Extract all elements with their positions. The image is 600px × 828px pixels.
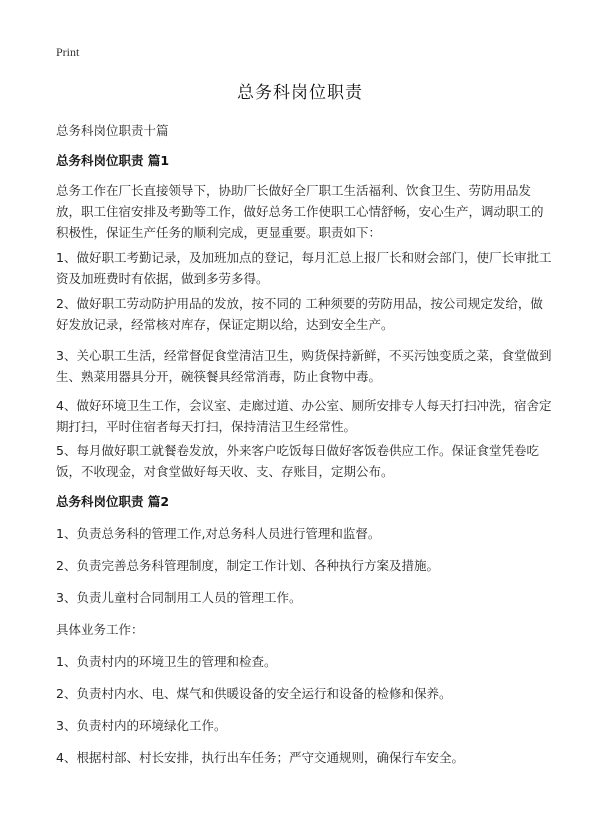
document-title: 总务科岗位职责: [237, 83, 363, 103]
print-label: Print: [56, 45, 80, 59]
section-2-line-1: 1、负责总务科的管理工作,对总务科人员进行管理和监督。: [56, 526, 381, 541]
section-2-task-4: 4、根据村部、村长安排，执行出车任务；严守交通规则，确保行车安全。: [56, 750, 464, 765]
section-2-task-3: 3、负责村内的环境绿化工作。: [56, 718, 227, 733]
section-1-paragraph-5: 5、每月做好职工就餐卷发放，外来客户吃饭每日做好客饭卷供应工作。保证食堂凭卷吃饭，不收现金，对食堂做好每天收、支、存账目，定期公布。: [56, 443, 539, 479]
section-heading-1: 总务科岗位职责 篇1: [56, 153, 170, 168]
section-2-task-2: 2、负责村内水、电、煤气和供暖设备的安全运行和设备的检修和保养。: [56, 686, 452, 701]
section-1-paragraph-intro: 总务工作在厂长直接领导下，协助厂长做好全厂职工生活福利、饮食卫生、劳防用品发放，职工住宿安排及考勤等工作，做好总务工作使职工心情舒畅，安心生产，调动职工的积极性，保证生产任务的顺利完成，更显重要。职责如下：: [56, 183, 544, 240]
section-2-task-1: 1、负责村内的环境卫生的管理和检查。: [56, 654, 277, 669]
section-1-paragraph-1: 1、做好职工考勤记录，及加班加点的登记，每月汇总上报厂长和财会部门，使厂长审批工资及加班费时有依据，做到多劳多得。: [56, 250, 552, 286]
document-subtitle: 总务科岗位职责十篇: [56, 123, 169, 138]
section-2-line-specific-tasks: 具体业务工作：: [56, 622, 144, 637]
section-2-line-2: 2、负责完善总务科管理制度，制定工作计划、各种执行方案及措施。: [56, 558, 439, 573]
section-1-paragraph-4: 4、做好环境卫生工作，会议室、走廊过道、办公室、厕所安排专人每天打扫冲洗，宿舍定期打扫，平时住宿者每天打扫，保持清洁卫生经常性。: [56, 398, 552, 434]
section-1-paragraph-3: 3、关心职工生活，经常督促食堂清洁卫生，购货保持新鲜，不买污蚀变质之菜，食堂做到生、熟菜用器具分开，碗筷餐具经常消毒，防止食物中毒。: [56, 348, 552, 384]
section-1-paragraph-2: 2、做好职工劳动防护用品的发放，按不同的 工种须要的劳防用品，按公司规定发给，做好发放记录，经常核对库存，保证定期以给，达到安全生产。: [56, 296, 543, 332]
section-heading-2: 总务科岗位职责 篇2: [56, 494, 170, 509]
section-2-line-3: 3、负责儿童村合同制用工人员的管理工作。: [56, 590, 302, 605]
